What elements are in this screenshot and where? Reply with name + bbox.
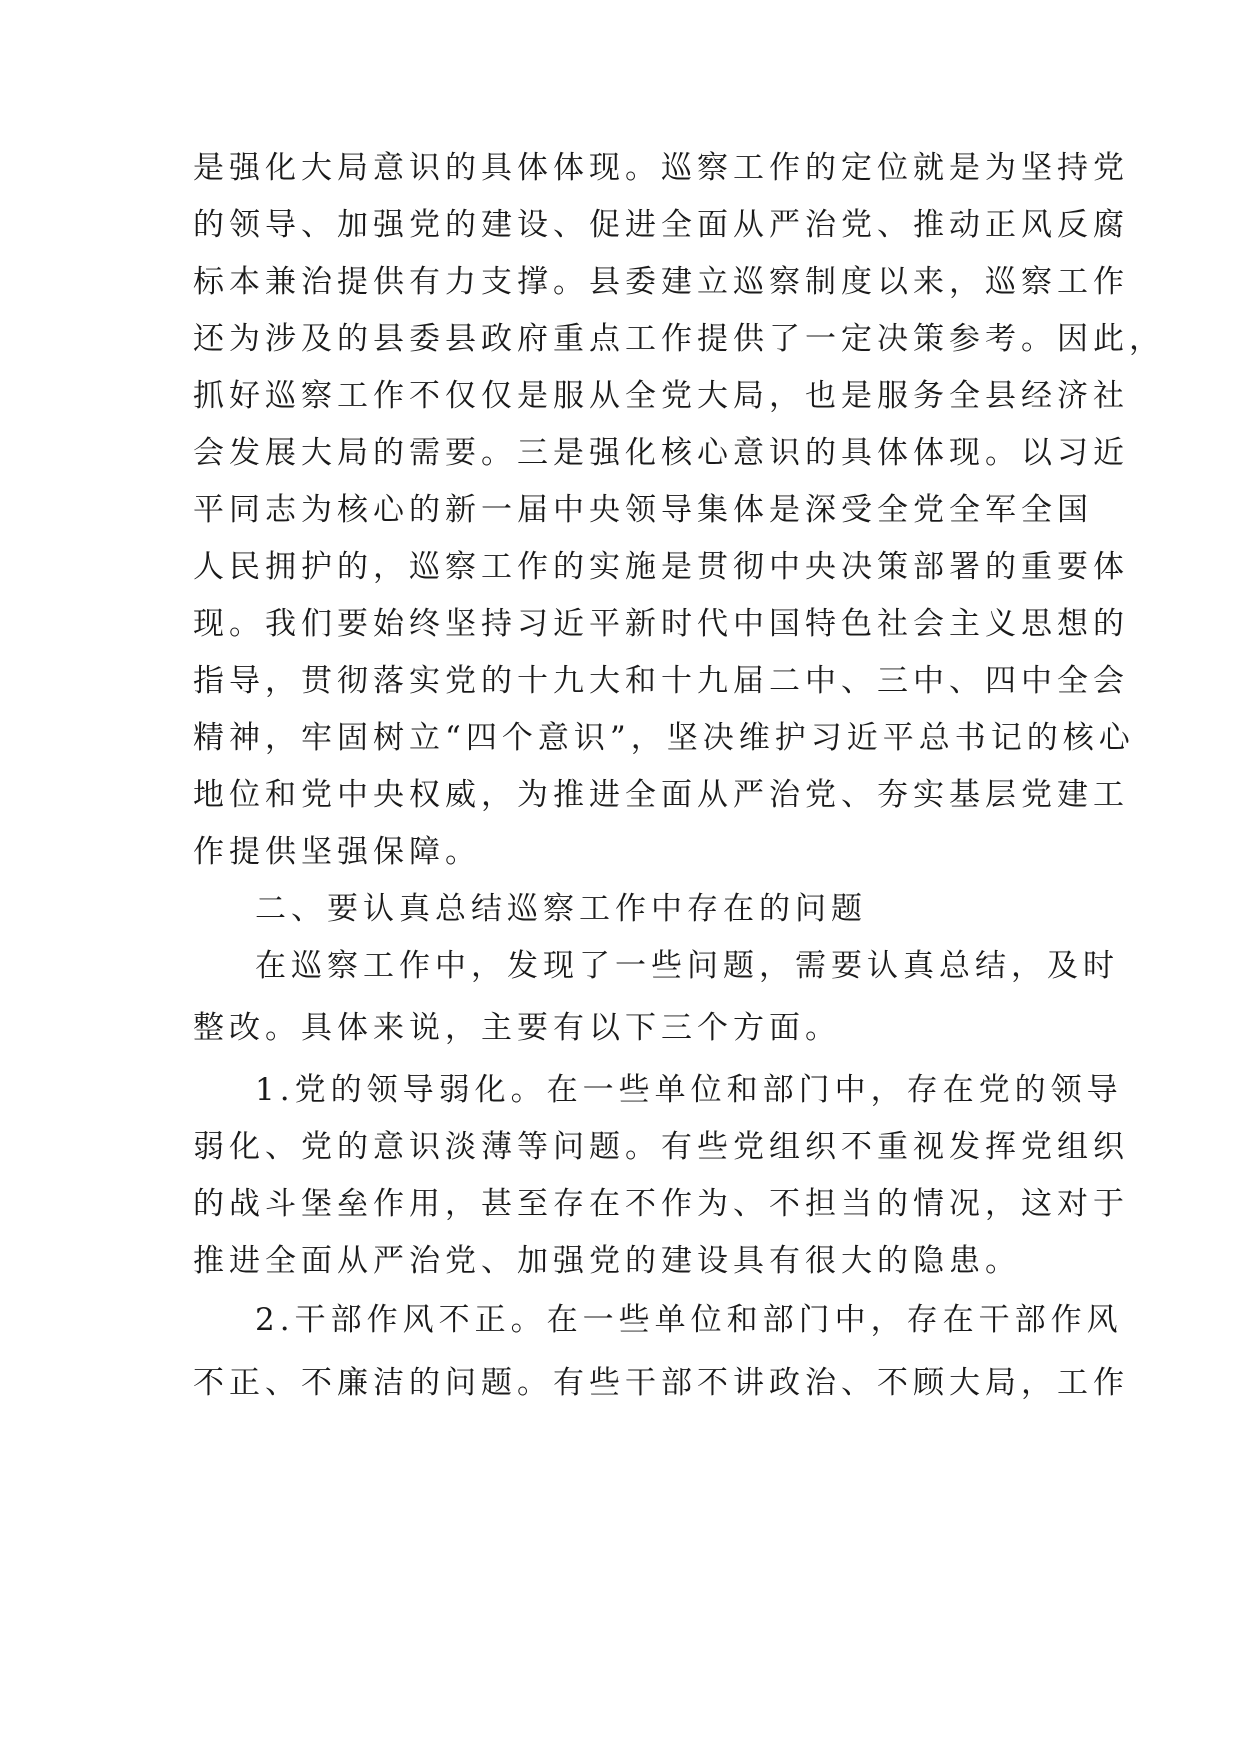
paragraph-line: 的战斗堡垒作用，甚至存在不作为、不担当的情况，这对于 bbox=[193, 1186, 1129, 1222]
paragraph-line: 人民拥护的，巡察工作的实施是贯彻中央决策部署的重要体 bbox=[193, 549, 1129, 585]
paragraph-line: 推进全面从严治党、加强党的建设具有很大的隐患。 bbox=[193, 1243, 1021, 1279]
paragraph-line: 会发展大局的需要。三是强化核心意识的具体体现。以习近 bbox=[193, 435, 1129, 471]
paragraph-line: 在巡察工作中，发现了一些问题，需要认真总结，及时 bbox=[255, 948, 1119, 984]
list-item-line: 2.干部作风不正。在一些单位和部门中，存在干部作风 bbox=[255, 1302, 1123, 1338]
paragraph-line: 弱化、党的意识淡薄等问题。有些党组织不重视发挥党组织 bbox=[193, 1129, 1129, 1165]
paragraph-line: 还为涉及的县委县政府重点工作提供了一定决策参考。因此， bbox=[193, 321, 1165, 357]
paragraph-line: 标本兼治提供有力支撑。县委建立巡察制度以来，巡察工作 bbox=[193, 264, 1129, 300]
paragraph-line: 抓好巡察工作不仅仅是服从全党大局，也是服务全县经济社 bbox=[193, 378, 1129, 414]
paragraph-line: 作提供坚强保障。 bbox=[193, 834, 481, 870]
paragraph-line: 不正、不廉洁的问题。有些干部不讲政治、不顾大局，工作 bbox=[193, 1365, 1129, 1401]
paragraph-line: 地位和党中央权威，为推进全面从严治党、夯实基层党建工 bbox=[193, 777, 1129, 813]
paragraph-line: 现。我们要始终坚持习近平新时代中国特色社会主义思想的 bbox=[193, 606, 1129, 642]
paragraph-line: 指导，贯彻落实党的十九大和十九届二中、三中、四中全会 bbox=[193, 663, 1129, 699]
paragraph-line: 是强化大局意识的具体体现。巡察工作的定位就是为坚持党 bbox=[193, 150, 1129, 186]
section-heading: 二、要认真总结巡察工作中存在的问题 bbox=[255, 891, 867, 927]
paragraph-line: 精神，牢固树立“四个意识”，坚决维护习近平总书记的核心 bbox=[193, 720, 1135, 756]
paragraph-line: 整改。具体来说，主要有以下三个方面。 bbox=[193, 1010, 841, 1046]
paragraph-line: 平同志为核心的新一届中央领导集体是深受全党全军全国 bbox=[193, 492, 1093, 528]
paragraph-line: 的领导、加强党的建设、促进全面从严治党、推动正风反腐 bbox=[193, 207, 1129, 243]
list-item-line: 1.党的领导弱化。在一些单位和部门中，存在党的领导 bbox=[255, 1072, 1123, 1108]
